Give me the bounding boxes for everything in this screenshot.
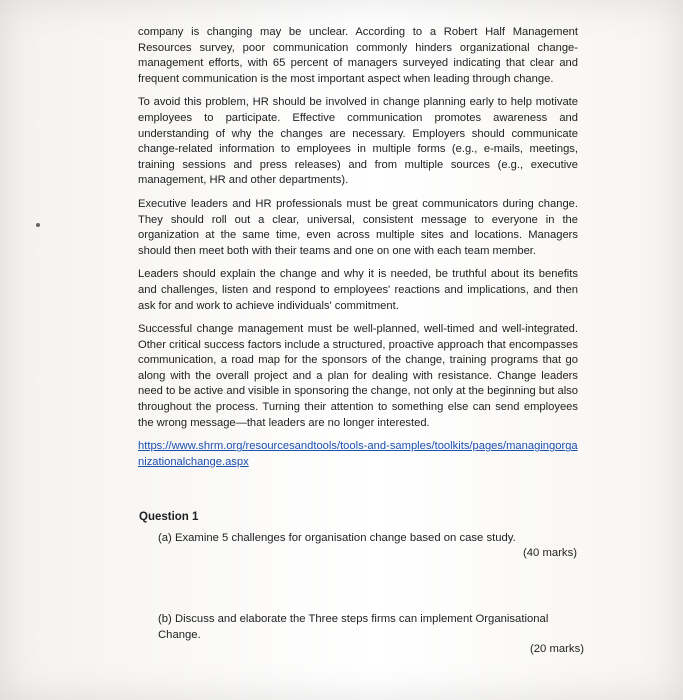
paragraph-2: To avoid this problem, HR should be involved in change planning early to help motivate employees to participate. Effective communication promotes awareness and understanding of why the changes are necessary. Employers should communicate change-related information to employees in multiple forms (e.g., e-mails, meetings, training sessions and press releases) and from multiple sources (e.g., executive management, HR and other departments). bbox=[138, 96, 578, 187]
paragraph-5: Successful change management must be well-planned, well-timed and well-integrated. Other critical success factors include a structured, proactive approach that encompasses communication, a road map for the sponsors of the change, training programs that go along with the overall project and a plan for dealing with resistance. Change leaders need to be active and visible in sponsoring the change, not only at the beginning but also throughout the process. Turning their attention to something else can send employees the wrong message—that leaders are no longer interested. bbox=[138, 323, 578, 429]
case-study-text bbox=[138, 25, 578, 470]
margin-mark bbox=[36, 223, 40, 227]
question-part-b: (b) Discuss and elaborate the Three steps firms can implement Organisational Change. bbox=[158, 613, 549, 641]
question-part-a: (a) Examine 5 challenges for organisation change based on case study. bbox=[158, 532, 516, 544]
marks-part-a: (40 marks) bbox=[523, 547, 577, 559]
question-title: Question 1 bbox=[139, 511, 199, 523]
paragraph-3: Executive leaders and HR professionals must be great communicators during change. They should roll out a clear, universal, consistent message to everyone in the organization at the same time, even across multiple sites and locations. Managers should then meet both with their teams and one on one with each team member. bbox=[138, 197, 578, 257]
paragraph-1: company is changing may be unclear. According to a Robert Half Management Resources survey, poor communication commonly hinders organizational change-management efforts, with 65 percent of managers surveyed indicating that clear and frequent communication is the most important aspect when leading through change. bbox=[138, 26, 578, 85]
marks-part-b: (20 marks) bbox=[530, 643, 584, 655]
reference-link[interactable]: https://www.shrm.org/resourcesandtools/tools-and-samples/toolkits/pages/managingorganizationalchange.aspx bbox=[138, 440, 578, 468]
paragraph-4: Leaders should explain the change and why it is needed, be truthful about its benefits and challenges, listen and respond to employees' reactions and implications, and then ask for and work to achieve individuals' commitment. bbox=[138, 268, 578, 312]
